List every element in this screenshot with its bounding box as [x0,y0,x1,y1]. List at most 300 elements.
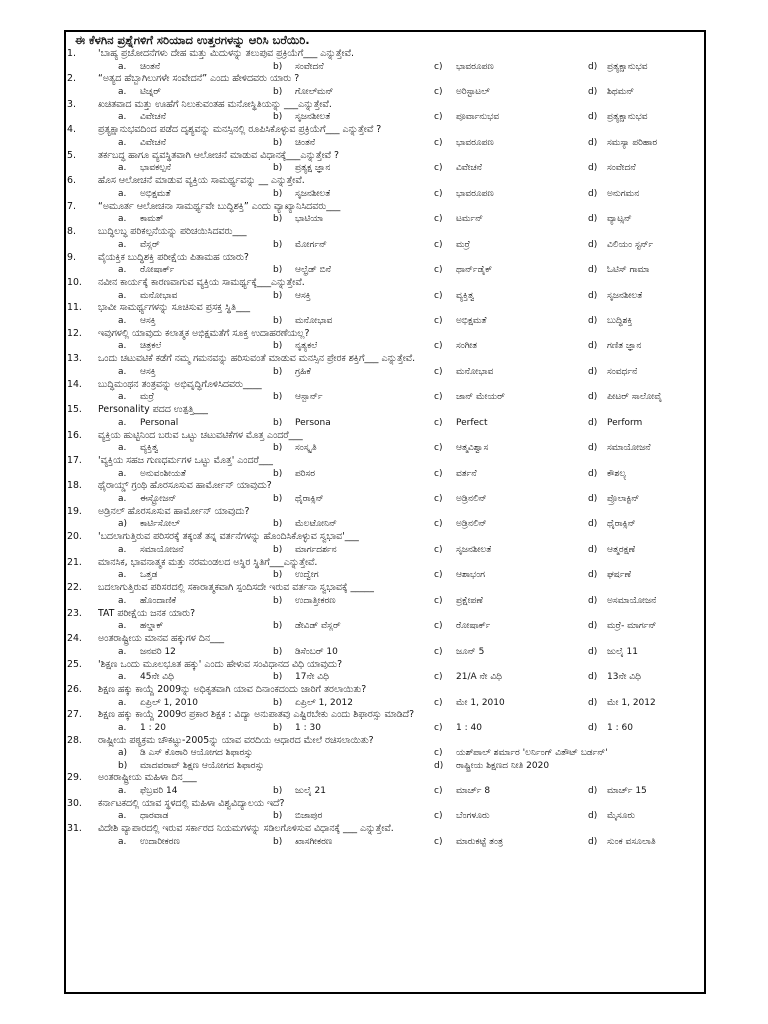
option-letter: a. [118,341,127,352]
option-text: ಮೋರ್ಗನ್ [295,239,327,250]
option-letter: b) [273,392,283,403]
question-text: ಹೊಸ ಆಲೋಚನೆ ಮಾಡುವ ವ್ಯಕ್ತಿಯ ಸಾಮರ್ಥ್ಯವನ್ನು __ ಎನ್ನುತ್ತೇವೆ. [98,175,305,187]
option-text: ಹೊಂದಾಣಿಕೆ [140,595,177,606]
answer-option [588,442,706,455]
answer-option [273,595,433,608]
option-letter: d) [588,570,598,581]
question-stem [66,633,704,646]
answer-option [588,315,706,328]
question-item [66,455,704,480]
answer-option [434,340,584,353]
options-row [66,290,704,303]
option-text: ಜುಲೈ 11 [607,646,638,657]
options-row [66,137,704,150]
options-row [66,239,704,252]
answer-option [434,264,584,277]
options-row [66,544,704,557]
option-text: ಸಮಾಯೋಜನೆ [140,544,184,555]
question-number: 24. [67,633,82,645]
option-letter: a. [118,570,127,581]
answer-option [118,595,268,608]
option-letter: d) [588,366,598,377]
question-number: 1. [67,48,76,59]
question-item [66,772,704,797]
option-letter: d) [434,761,444,772]
question-text: ಒಂದು ಚಟುವಟಿಕೆ ಕಡೆಗೆ ನಮ್ಮ ಗಮನವನ್ನು ಹರಿಸುವಂತೆ ಮಾಡುವ ಮನಸ್ಸಿನ ಪ್ರೇರಕ ಶಕ್ತಿಗೆ___ ಎನ್ನುತ್ತೇವೆ. [98,353,416,365]
answer-option [118,111,268,124]
options-row [66,188,704,201]
question-item [66,735,704,773]
question-stem [66,175,704,188]
answer-option [434,213,584,226]
option-text: 13ನೇ ವಿಧಿ [607,672,641,683]
answer-option [434,315,584,328]
option-text: Perfect [456,417,488,428]
option-text: ಮಾರುಕಟ್ಟೆ ತಂತ್ರ [456,836,504,847]
question-text: ಬದಲಾಗುತ್ತಿರುವ ಪರಿಸರದಲ್ಲಿ ಸಕಾರಾತ್ಮಕವಾಗಿ ಸ್ಪಂದಿಸದೇ ಇರುವ ವರ್ತನಾ ಸ್ವಭಾವಕ್ಕೆ _____ [98,582,374,594]
question-text: Personality ಪದದ ಉತ್ಪತ್ತಿ___ [98,404,208,416]
question-number: 20. [67,531,82,543]
question-number: 3. [67,98,76,110]
options-row [66,162,704,175]
option-letter: b) [273,290,283,301]
option-text: ಪರಿಸರ [295,468,316,479]
answer-option [273,86,433,99]
answer-option [434,836,584,849]
question-text: ಅಂತರಾಷ್ಟ್ರೀಯ ಮಾನವ ಹಕ್ಕುಗಳ ದಿನ___ [98,633,225,645]
answer-option [588,722,706,735]
option-text: ಮಾರ್ಚ್ 15 [607,785,647,796]
question-text: ಭಾವೀ ಸಾಮರ್ಥ್ಯಗಳನ್ನು ಸೂಚಿಸುವ ಪ್ರಸಕ್ತ ಸ್ಥಿತಿ___ [98,302,251,314]
option-text: ಉದಾತ್ತೀಕರಣ [295,595,336,606]
answer-option [273,315,433,328]
answer-option [118,61,268,74]
answer-option [588,569,706,582]
answer-option [273,493,433,506]
option-letter: a) [118,519,128,530]
option-text: ಪ್ರತ್ಯಕ್ಷಾನುಭವ [607,61,648,72]
question-number: 12. [67,327,82,339]
question-item [66,684,704,709]
answer-option [588,137,706,150]
answer-option [434,810,584,823]
option-text: 21/A ನೇ ವಿಧಿ [456,672,502,683]
answer-option [118,836,268,849]
option-text: ಪ್ರೊಲಾಕ್ಟಿನ್ [607,494,640,505]
option-text: ಜುಲೈ 21 [295,785,326,796]
option-text: ಥಾರ್ನ್‍ಡೈಕ್ [456,265,493,276]
option-text: ಚಿಂತನೆ [140,61,161,72]
options-row [66,366,704,379]
option-letter: d) [588,722,598,733]
option-letter: b) [273,265,283,276]
answer-option [434,544,584,557]
options-row [66,646,704,659]
option-text: ಮೈಸೂರು [607,811,635,822]
question-text: ಶಿಕ್ಷಣ ಹಕ್ಕು ಕಾಯ್ದೆ 2009ರ ಪ್ರಕಾರ ಶಿಕ್ಷಕ : ವಿದ್ಯಾ ಅನುಪಾತವು ಎಷ್ಟಿರಬೇಕು ಎಂದು ಶಿಫಾರಸ್ಸು ಮಾಡಿದೆ? [98,709,415,721]
answer-option [273,137,433,150]
question-number: 7. [67,200,76,212]
answer-option [118,760,428,773]
answer-option [273,468,433,481]
question-sheet [64,30,706,994]
option-text: ಮನೋಭಾವ [295,315,333,326]
answer-option [588,468,706,481]
answer-option [588,213,706,226]
option-text: ಚಿಂತನೆ [295,137,316,148]
option-letter: b) [273,315,283,326]
options-row [66,417,704,430]
question-stem [66,73,704,86]
answer-option [588,188,706,201]
option-text: ಥೈರಾಕ್ಸಿನ್ [295,494,324,505]
question-stem [66,480,704,493]
option-letter: c) [434,595,443,606]
option-letter: c) [434,417,443,428]
question-stem [66,823,704,836]
question-number: 18. [67,480,82,492]
answer-option [588,264,706,277]
option-letter: d) [588,188,598,199]
option-text: ವಿಲಿಯಂ ಸ್ಟರ್ನ್ [607,239,654,250]
answer-option [434,671,584,684]
option-letter: a. [118,188,127,199]
option-letter: d) [588,621,598,632]
option-text: ಸೃಜನಶೀಲತೆ [295,112,331,123]
question-item [66,379,704,404]
answer-option [434,493,584,506]
question-number: 15. [67,404,82,416]
option-letter: d) [588,112,598,123]
option-letter: c) [434,570,443,581]
answer-option [118,417,268,430]
question-stem [66,684,704,697]
option-letter: c) [434,748,443,759]
option-text: ಮರ್ರೆ [456,239,471,250]
option-letter: d) [588,544,598,555]
question-stem [66,328,704,341]
answer-option [588,518,706,531]
answer-option [273,340,433,353]
question-number: 4. [67,124,76,136]
option-text: ಈಸ್ಟ್ರೋಜನ್ [140,494,177,505]
options-row [66,722,704,735]
answer-option [273,785,433,798]
option-text: ಭಾವರೂಪಣ [456,188,494,199]
options-row [66,340,704,353]
option-text: ಜನವರಿ 12 [140,646,176,657]
question-number: 26. [67,683,82,695]
question-text: 'ವ್ಯಕ್ತಿಯ ಸಹಜ ಗುಣಧರ್ಮಗಳ ಒಟ್ಟು ಮೊತ್ತ' ಎಂದರೆ___ [98,455,273,466]
answer-option [273,290,433,303]
option-text: ಆತ್ಮವಿಶ್ವಾಸ [456,443,489,454]
option-text: 1 : 60 [607,722,633,733]
answer-option [118,747,428,760]
option-letter: d) [588,494,598,505]
question-item [66,226,704,251]
option-letter: b) [273,61,283,72]
option-text: ಕೌಶಲ್ಯ [607,468,627,479]
option-letter: b) [273,341,283,352]
option-letter: d) [588,392,598,403]
option-letter: d) [588,265,598,276]
option-text: ಶಿಥಮನ್ [607,87,635,98]
question-item [66,353,704,378]
option-letter: c) [434,621,443,632]
option-text: ಪ್ರಕ್ಷೇಪಣೆ [456,595,483,606]
question-text: 'ಶಿಕ್ಷಣ ಒಂದು ಮೂಲಭೂತ ಹಕ್ಕು' ಎಂದು ಹೇಳುವ ಸಂವಿಧಾನದ ವಿಧಿ ಯಾವುದು? [98,658,343,670]
question-number: 14. [67,378,82,390]
option-text: ವರ್ತನೆ [456,468,477,479]
option-letter: b) [273,519,283,530]
answer-option [434,239,584,252]
option-letter: a. [118,417,127,428]
option-letter: b) [273,112,283,123]
options-row [66,315,704,328]
option-text: ರೋಷಾರ್ಕ್ [140,265,175,276]
answer-option [273,61,433,74]
answer-option [118,518,268,531]
option-letter: a. [118,443,127,454]
answer-option [273,671,433,684]
option-letter: c) [434,341,443,352]
question-stem [66,430,704,443]
option-letter: d) [588,163,598,174]
question-text: ಥೈರಾಯ್ಡ್ ಗ್ರಂಥಿ ಹೊರಸೂಸುವ ಹಾರ್ಮೋನ್ ಯಾವುದು? [98,480,272,492]
answer-option [588,111,706,124]
option-letter: c) [434,836,443,847]
question-text: ಅಡ್ರಿನಲ್ ಹೊರಸೂಸುವ ಹಾರ್ಮೋನ್ ಯಾವುದು? [98,505,250,517]
option-letter: a. [118,214,127,225]
answer-option [273,697,433,710]
option-text: ವ್ಯಕ್ತಿತ್ವ [140,443,159,454]
answer-option [434,86,584,99]
answer-option [118,239,268,252]
option-letter: b) [273,570,283,581]
option-text: ಮಾರ್ಗದರ್ಶನ [295,544,337,555]
question-text: ವೈಯಕ್ತಿಕ ಬುದ್ಧಿಶಕ್ತಿ ಪರೀಕ್ಷೆಯ ಪಿತಾಮಹ ಯಾರು? [98,251,249,263]
answer-option [273,544,433,557]
answer-option [273,646,433,659]
option-letter: c) [434,392,443,403]
option-text: ಏಪ್ರಿಲ್ 1, 2012 [295,697,353,708]
option-text: Perform [607,417,643,428]
option-letter: c) [434,544,443,555]
answer-option [273,620,433,633]
option-letter: c) [434,443,443,454]
answer-option [434,391,584,404]
answer-option [588,366,706,379]
option-letter: b) [273,697,283,708]
option-text: ಸುಂಕ ವಸೂಲಾತಿ [607,836,656,847]
question-text: ಅಂತರಾಷ್ಟ್ರೀಯ ಮಹಿಳಾ ದಿನ___ [98,772,197,784]
question-number: 17. [67,455,82,466]
question-text: 'ಬಾಹ್ಯ ಪ್ರಚೋದನೆಗಳು ದೇಹ ಮತ್ತು ಮಿದುಳನ್ನು ತಲುಪುವ ಪ್ರಕ್ರಿಯೆಗೆ___ ಎನ್ನುತ್ತೇವೆ. [98,48,354,59]
question-item [66,302,704,327]
option-text: ಘರ್ಷಣೆ [607,570,632,581]
answer-option [434,111,584,124]
option-text: ಟರ್ಮನ್ [456,214,484,225]
option-letter: a. [118,112,127,123]
option-text: ಕಾಮತ್ [140,214,164,225]
answer-option [118,442,268,455]
answer-option [588,340,706,353]
answer-option [588,417,706,430]
option-letter: d) [588,646,598,657]
option-text: ಆಸ್ಬಾರ್ನ್ [295,392,323,403]
option-text: ಸಂಗೀತ [456,341,478,352]
option-letter: b) [273,785,283,796]
option-letter: d) [588,785,598,796]
answer-option [588,671,706,684]
answer-option [588,493,706,506]
option-letter: d) [588,61,598,72]
option-letter: d) [588,595,598,606]
options-row [66,468,704,481]
option-letter: a. [118,811,127,822]
option-letter: b) [273,239,283,250]
option-text: ಪೀಟರ್ ಸಾಲೋವೈ [607,392,662,403]
answer-option [273,239,433,252]
option-text: ಸೃಜನಶೀಲತೆ [607,290,643,301]
answer-option [434,188,584,201]
option-text: 1 : 20 [140,722,166,733]
answer-option [588,836,706,849]
option-text: ಪ್ರತ್ಯಕ್ಷಾನುಭವ [607,112,648,123]
question-item [66,404,704,429]
question-stem [66,506,704,519]
option-letter: c) [434,697,443,708]
question-stem [66,404,704,417]
answer-option [434,595,584,608]
question-text: ಪ್ರತ್ಯಕ್ಷಾನುಭವದಿಂದ ಪಡೆದ ದೃಶ್ಯವನ್ನು ಮನಸ್ಸಿನಲ್ಲಿ ರೂಪಿಸಿಕೊಳ್ಳುವ ಪ್ರಕ್ರಿಯೆಗೆ___ ಎನ್ನುತ್ತೇವೆ ? [98,124,382,136]
question-stem [66,557,704,570]
question-number: 10. [67,276,82,288]
answer-option [588,697,706,710]
options-row [66,111,704,124]
question-number: 29. [67,772,82,784]
question-stem [66,277,704,290]
option-letter: d) [588,315,598,326]
option-text: ಮಾರ್ಚ್ 8 [456,785,491,796]
answer-option [434,760,704,773]
question-number: 30. [67,797,82,809]
option-text: ಭಾಟಿಯಾ [295,214,324,225]
question-text: ವ್ಯಕ್ತಿಯ ಹುಟ್ಟಿನಿಂದ ಬರುವ ಒಟ್ಟು ಚಟುವಟಿಕೆಗಳ ಮೊತ್ತ ಎಂದರೆ___ [98,429,303,441]
question-stem [66,582,704,595]
option-letter: c) [434,214,443,225]
answer-option [118,646,268,659]
answer-option [273,264,433,277]
option-text: ಆಸಕ್ತಿ [140,366,156,377]
option-text: ಆಸಕ್ತಿ [295,290,311,301]
option-text: ಸಮಸ್ಯಾ ಪರಿಹಾರ [607,137,658,148]
question-stem [66,226,704,239]
answer-option [588,810,706,823]
answer-option [273,391,433,404]
question-stem [66,798,704,811]
answer-option [588,239,706,252]
option-letter: d) [588,239,598,250]
option-text: ಮರ್ರೆ- ಮಾರ್ಗನ್ [607,621,657,632]
option-text: ಫೆಬ್ರವರಿ 14 [140,785,178,796]
option-letter: b) [273,811,283,822]
option-text: ಮೆಲಟೋನಿನ್ [295,519,337,530]
question-item [66,99,704,124]
question-item [66,277,704,302]
answer-option [434,61,584,74]
option-letter: b) [273,621,283,632]
option-text: ಆಶಾಭಂಗ [456,570,486,581]
answer-option [434,646,584,659]
option-text: ಚಿತ್ರಕಲೆ [140,341,162,352]
option-letter: b) [273,672,283,683]
option-letter: a. [118,836,127,847]
option-text: ನೃತ್ಯಕಲೆ [295,341,318,352]
option-letter: c) [434,646,443,657]
question-stem [66,531,704,544]
answer-option [118,569,268,582]
question-text: ರಾಷ್ಟ್ರೀಯ ಪಠ್ಯಕ್ರಮ ಚೌಕಟ್ಟು-2005ನ್ನು ಯಾವ ವರದಿಯ ಆಧಾರದ ಮೇಲೆ ರಚಿಸಲಾಯಿತು? [98,734,374,746]
question-item [66,480,704,505]
option-text: ರೋಷಾರ್ಕ್ [456,621,491,632]
question-item [66,175,704,200]
answer-option [434,785,584,798]
answer-option [118,671,268,684]
option-text: ಅನುಗಮನ [607,188,640,199]
answer-option [588,391,706,404]
question-stem [66,252,704,265]
question-number: 27. [67,709,82,721]
option-letter: a. [118,137,127,148]
question-item [66,557,704,582]
question-text: “ಅಮೂರ್ತ ಆಲೋಚನಾ ಸಾಮರ್ಥ್ಯವೇ ಬುದ್ಧಿಶಕ್ತಿ” ಎಂದು ವ್ಯಾಖ್ಯಾನಿಸಿದವರು___ [98,200,341,212]
answer-option [118,697,268,710]
answer-option [118,188,268,201]
question-number: 9. [67,251,76,263]
option-text: ಅನುವಂಶೀಯತೆ [140,468,186,479]
question-number: 11. [67,302,82,314]
option-text: ಬೆಂಗಳೂರು [456,811,490,822]
question-number: 2. [67,73,76,85]
option-letter: c) [434,163,443,174]
answer-option [118,620,268,633]
option-letter: c) [434,290,443,301]
option-text: ಬುದ್ಧಿಶಕ್ತಿ [607,315,633,326]
options-row [66,810,704,823]
answer-option [273,162,433,175]
option-letter: a. [118,646,127,657]
option-text: ರಾಷ್ಟ್ರೀಯ ಶಿಕ್ಷಣದ ನೀತಿ 2020 [456,761,550,772]
question-number: 22. [67,582,82,594]
answer-option [434,722,584,735]
answer-option [434,442,584,455]
option-letter: a. [118,239,127,250]
option-letter: a. [118,544,127,555]
option-letter: b) [273,722,283,733]
question-number: 28. [67,734,82,746]
answer-option [118,86,268,99]
option-text: ಸಂವೇದನೆ [295,61,324,72]
answer-option [434,366,584,379]
options-row [66,760,704,773]
option-letter: d) [588,836,598,847]
question-text: “ಅತ್ಯದ ಹೆಬ್ಬಾಗಿಲುಗಳೇ ಸಂವೇದನೆ” ಎಂದು ಹೇಳಿದವರು ಯಾರು ? [98,73,300,85]
question-text: ಮಾನಸಿಕ, ಭಾವನಾತ್ಮಕ ಮತ್ತು ನರಮಂಡಲದ ಅಸ್ಥಿರ ಸ್ಥಿತಿಗೆ___ಎನ್ನುತ್ತೇವೆ. [98,556,318,568]
answer-option [588,544,706,557]
option-text: ಅರಿಸ್ಟಾಟಲ್ [456,87,490,98]
option-letter: b) [273,163,283,174]
